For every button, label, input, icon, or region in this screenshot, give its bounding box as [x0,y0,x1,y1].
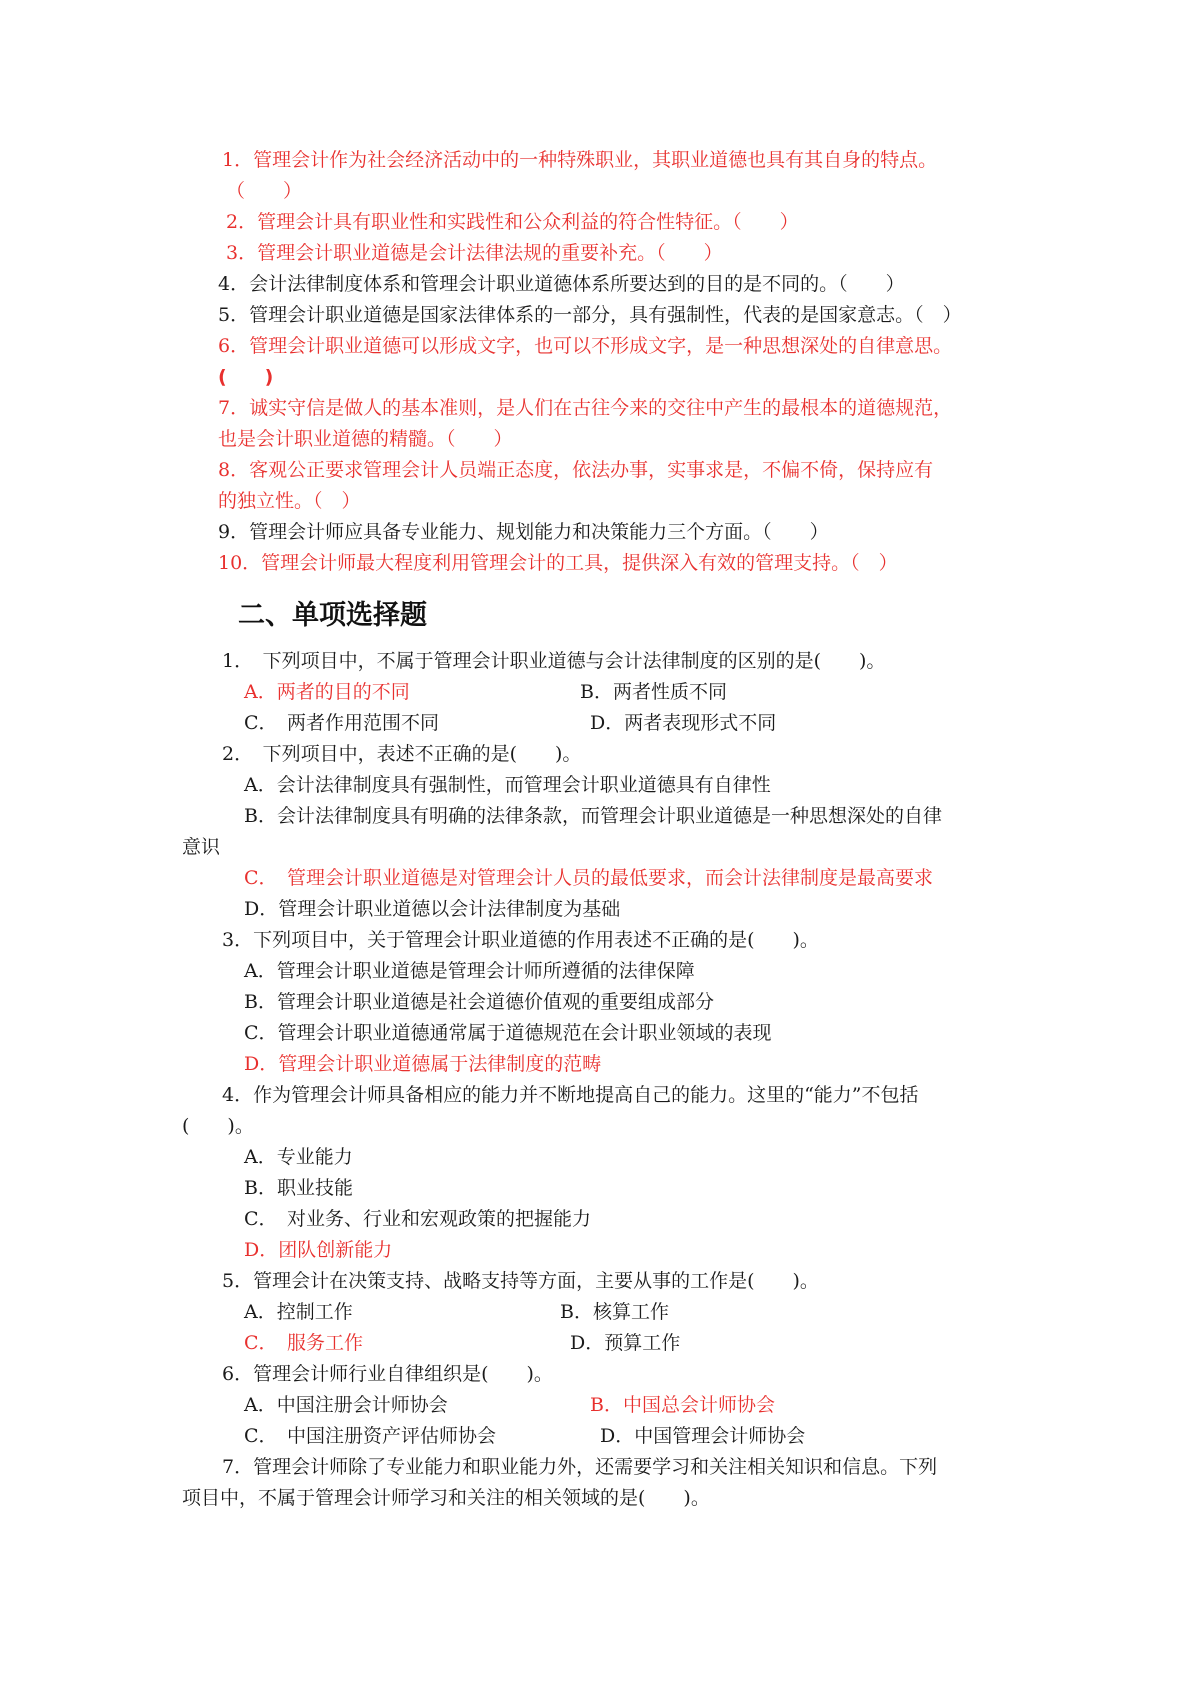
mc-q5-option-a: A．控制工作 [244,1301,353,1323]
tf-question-7: 7．诚实守信是做人的基本准则，是人们在古往今来的交往中产生的最根本的道德规范， [218,397,953,419]
tf-question-6: 6．管理会计职业道德可以形成文字，也可以不形成文字，是一种思想深处的自律意思。 [218,335,953,357]
mc-q2-option-b: B．会计法律制度具有明确的法律条款，而管理会计职业道德是一种思想深处的自律 [244,805,942,827]
mc-q2-stem: 2． 下列项目中，表述不正确的是( )。 [222,743,582,765]
mc-q6-option-d: D．中国管理会计师协会 [600,1425,806,1447]
tf-question-8-cont: 的独立性。（ ） [218,490,361,512]
mc-q4-option-a: A．专业能力 [244,1146,353,1168]
mc-q2-option-d: D．管理会计职业道德以会计法律制度为基础 [244,898,621,920]
mc-q4-option-d: D．团队创新能力 [244,1239,393,1261]
section-heading: 二、单项选择题 [238,600,427,631]
mc-q4-stem-cont: ( )。 [182,1115,254,1137]
mc-q2-option-c: C． 管理会计职业道德是对管理会计人员的最低要求，而会计法律制度是最高要求 [244,867,934,889]
tf-question-2: 2．管理会计具有职业性和实践性和公众利益的符合性特征。（ ） [226,211,799,233]
tf-question-7-cont: 也是会计职业道德的精髓。（ ） [218,428,513,450]
tf-question-8: 8．客观公正要求管理会计人员端正态度，依法办事，实事求是，不偏不倚，保持应有 [218,459,934,481]
mc-q1-stem: 1． 下列项目中，不属于管理会计职业道德与会计法律制度的区别的是( )。 [222,650,886,672]
mc-q7-stem-cont: 项目中，不属于管理会计师学习和关注的相关领域的是( )。 [182,1487,710,1509]
mc-q1-option-c: C． 两者作用范围不同 [244,712,440,734]
mc-q1-option-d: D．两者表现形式不同 [590,712,777,734]
mc-q5-option-d: D．预算工作 [570,1332,681,1354]
mc-q5-option-b: B．核算工作 [560,1301,669,1323]
mc-q6-option-b: B．中国总会计师协会 [590,1394,775,1416]
mc-q2-option-b-cont: 意识 [182,836,221,858]
mc-q5-option-c: C． 服务工作 [244,1332,364,1354]
tf-question-9: 9．管理会计师应具备专业能力、规划能力和决策能力三个方面。（ ） [218,521,829,543]
tf-question-5: 5．管理会计职业道德是国家法律体系的一部分，具有强制性，代表的是国家意志。（ ） [218,304,962,326]
tf-question-1-blank: （ ） [226,180,303,202]
mc-q4-option-c: C． 对业务、行业和宏观政策的把握能力 [244,1208,592,1230]
mc-q2-option-a: A．会计法律制度具有强制性，而管理会计职业道德具有自律性 [244,774,771,796]
mc-q3-option-c: C．管理会计职业道德通常属于道德规范在会计职业领域的表现 [244,1022,772,1044]
mc-q6-option-c: C． 中国注册资产评估师协会 [244,1425,497,1447]
tf-question-6-blank: ( ) [218,366,274,388]
tf-question-3: 3．管理会计职业道德是会计法律法规的重要补充。（ ） [226,242,723,264]
mc-q4-option-b: B．职业技能 [244,1177,353,1199]
mc-q3-option-a: A．管理会计职业道德是管理会计师所遵循的法律保障 [244,960,695,982]
tf-question-1: 1．管理会计作为社会经济活动中的一种特殊职业，其职业道德也具有其自身的特点。 [222,149,938,171]
mc-q4-stem: 4．作为管理会计师具备相应的能力并不断地提高自己的能力。这里的“能力”不包括 [222,1084,919,1106]
mc-q3-option-b: B．管理会计职业道德是社会道德价值观的重要组成部分 [244,991,714,1013]
mc-q3-option-d: D．管理会计职业道德属于法律制度的范畴 [244,1053,602,1075]
mc-q3-stem: 3．下列项目中，关于管理会计职业道德的作用表述不正确的是( )。 [222,929,819,951]
mc-q1-option-b: B．两者性质不同 [580,681,727,703]
mc-q6-option-a: A．中国注册会计师协会 [244,1394,448,1416]
tf-question-10: 10．管理会计师最大程度利用管理会计的工具，提供深入有效的管理支持。（ ） [218,552,898,574]
mc-q7-stem: 7．管理会计师除了专业能力和职业能力外，还需要学习和关注相关知识和信息。下列 [222,1456,938,1478]
tf-question-4: 4．会计法律制度体系和管理会计职业道德体系所要达到的目的是不同的。（ ） [218,273,905,295]
mc-q5-stem: 5．管理会计在决策支持、战略支持等方面，主要从事的工作是( )。 [222,1270,819,1292]
mc-q6-stem: 6．管理会计师行业自律组织是( )。 [222,1363,553,1385]
mc-q1-option-a: A．两者的目的不同 [244,681,410,703]
